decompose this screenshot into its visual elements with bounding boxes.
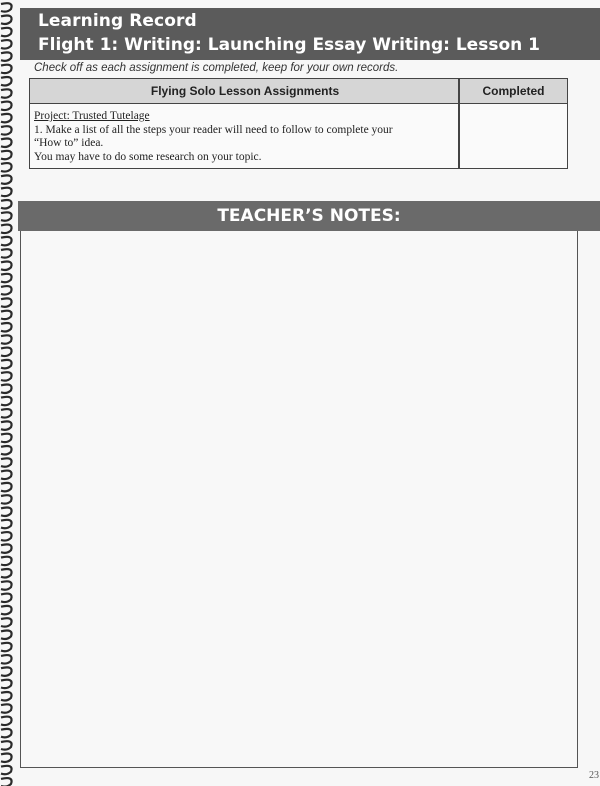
spiral-coil <box>1 458 12 466</box>
spiral-coil <box>1 421 12 429</box>
project-title: Project: Trusted Tutelage <box>34 110 150 122</box>
spiral-coil <box>1 360 12 368</box>
spiral-coil <box>1 77 12 85</box>
spiral-coil <box>1 65 12 73</box>
teachers-notes-title: TEACHER’S NOTES: <box>217 206 401 226</box>
teachers-notes-area[interactable] <box>20 231 578 768</box>
page-number: 23 <box>589 770 599 781</box>
assignment-line-2: “How to” idea. <box>34 137 104 149</box>
spiral-coil <box>1 274 12 282</box>
spiral-coil <box>1 741 12 749</box>
spiral-coil <box>1 384 12 392</box>
spiral-coil <box>1 397 12 405</box>
spiral-coil <box>1 372 12 380</box>
spiral-coil <box>1 569 12 577</box>
table-row <box>34 110 454 164</box>
header-bar <box>20 8 600 60</box>
assignment-line-3: You may have to do some research on your topic. <box>34 150 262 163</box>
spiral-coil <box>1 446 12 454</box>
spiral-coil <box>1 667 12 675</box>
spiral-coil <box>1 520 12 528</box>
spiral-coil <box>1 692 12 700</box>
spiral-coil <box>1 594 12 602</box>
spiral-coil <box>1 298 12 306</box>
spiral-coil <box>1 225 12 233</box>
spiral-coil <box>1 114 12 122</box>
spiral-coil <box>1 237 12 245</box>
spiral-coil <box>1 286 12 294</box>
spiral-coil <box>1 680 12 688</box>
spiral-coil <box>1 311 12 319</box>
spiral-coil <box>1 778 12 786</box>
spiral-coil <box>1 532 12 540</box>
spiral-coil <box>1 28 12 36</box>
completed-checkbox-cell[interactable] <box>460 104 567 168</box>
spiral-coil <box>1 729 12 737</box>
spiral-coil <box>1 655 12 663</box>
lesson-subtitle: Flight 1: Writing: Launching Essay Writing: Lesson 1 <box>38 35 540 55</box>
spiral-coil <box>1 89 12 97</box>
assignments-table <box>29 78 568 169</box>
spiral-coil <box>1 138 12 146</box>
spiral-coil <box>1 507 12 515</box>
spiral-coil <box>1 323 12 331</box>
spiral-coil <box>1 40 12 48</box>
spiral-coil <box>1 544 12 552</box>
assignment-line-1: 1. Make a list of all the steps your reader will need to follow to complete your <box>34 123 393 136</box>
spiral-coil <box>1 126 12 134</box>
spiral-coil <box>1 630 12 638</box>
instructions-text: Check off as each assignment is completed, keep for your own records. <box>34 62 399 74</box>
spiral-coil <box>1 261 12 269</box>
teachers-notes-bar <box>18 201 600 231</box>
spiral-coil <box>1 102 12 110</box>
table-header-row <box>30 79 567 104</box>
spiral-coil <box>1 335 12 343</box>
spiral-coil <box>1 753 12 761</box>
spiral-coil <box>1 495 12 503</box>
spiral-coil <box>1 483 12 491</box>
spiral-coil <box>1 163 12 171</box>
header-assignments: Flying Solo Lesson Assignments <box>150 84 340 98</box>
spiral-coil <box>1 151 12 159</box>
spiral-coil <box>1 3 12 11</box>
spiral-coil <box>1 766 12 774</box>
spiral-coil <box>1 52 12 60</box>
spiral-coil <box>1 557 12 565</box>
spiral-coil <box>1 717 12 725</box>
spiral-coil <box>1 200 12 208</box>
header-completed: Completed <box>482 84 545 98</box>
spiral-coil <box>1 249 12 257</box>
spiral-coil <box>1 471 12 479</box>
spiral-coil <box>1 606 12 614</box>
spiral-coil <box>1 175 12 183</box>
spiral-coil <box>1 618 12 626</box>
spiral-coil <box>1 643 12 651</box>
spiral-coil <box>1 188 12 196</box>
spiral-coil <box>1 15 12 23</box>
spiral-coil <box>1 348 12 356</box>
spiral-coil <box>1 581 12 589</box>
spiral-coil <box>1 409 12 417</box>
spiral-coil <box>1 434 12 442</box>
spiral-binding <box>0 0 22 786</box>
spiral-coil <box>1 212 12 220</box>
page-title: Learning Record <box>38 11 197 31</box>
spiral-coil <box>1 704 12 712</box>
